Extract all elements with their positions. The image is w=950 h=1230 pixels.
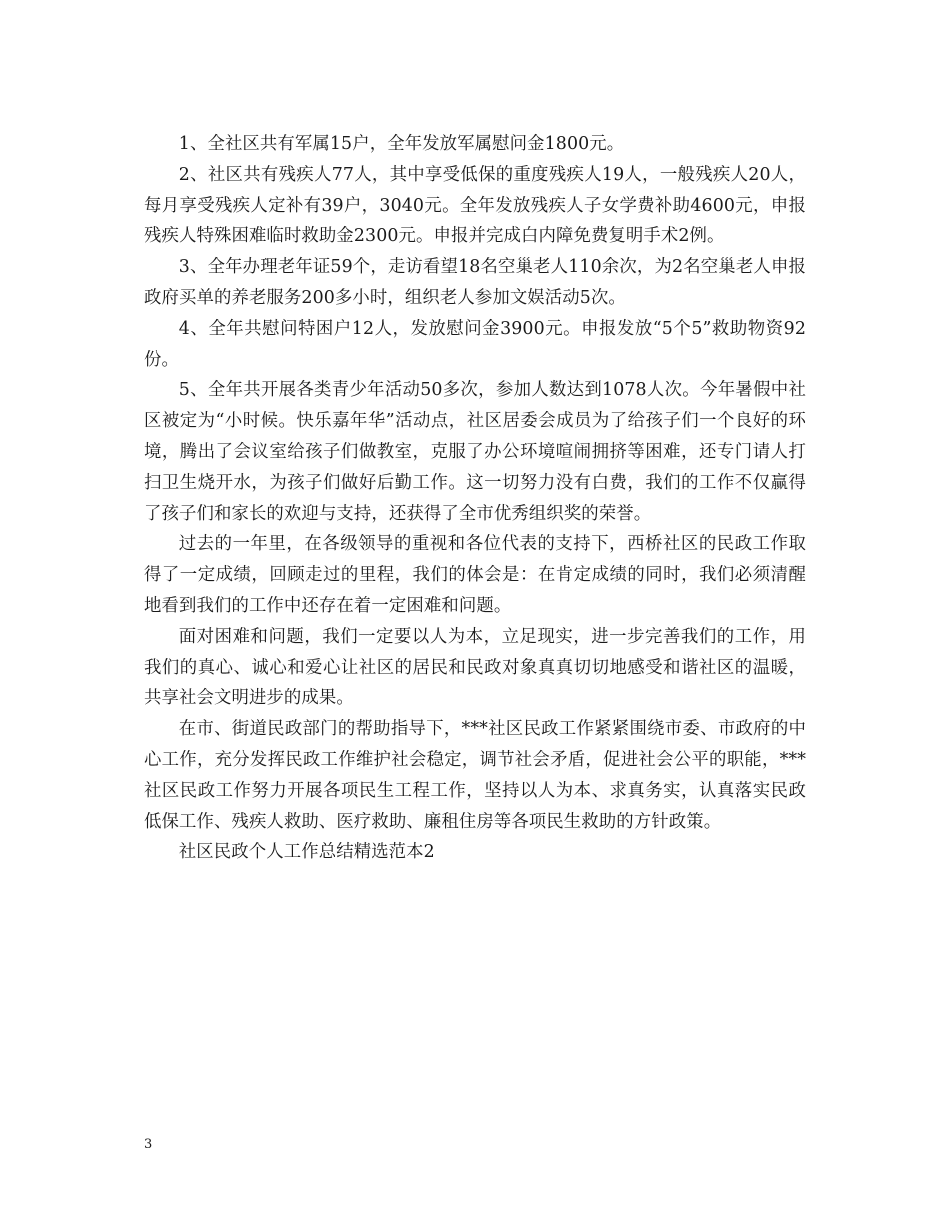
paragraph-disabled-persons: 2、社区共有残疾人77人，其中享受低保的重度残疾人19人，一般残疾人20人，每月享受残疾人定补有39户，3040元。全年发放残疾人子女学费补助4600元，申报残疾人特殊困难临时救助金2300元。申报并完成白内障免费复明手术2例。: [144, 164, 806, 247]
page-body: [144, 129, 806, 868]
paragraph-elderly: 3、全年办理老年证59个，走访看望18名空巢老人110余次，为2名空巢老人申报政府买单的养老服务200多小时，组织老人参加文娱活动5次。: [144, 257, 806, 308]
paragraph-youth-activities: 5、全年共开展各类青少年活动50多次，参加人数达到1078人次。今年暑假中社区被定为“小时候。快乐嘉年华”活动点，社区居委会成员为了给孩子们一个良好的环境，腾出了会议室给孩子们做教室，克服了办公环境喧闹拥挤等困难，还专门请人打扫卫生烧开水，为孩子们做好后勤工作。这一切努力没有白费，我们的工作不仅赢得了孩子们和家长的欢迎与支持，还获得了全市优秀组织奖的荣誉。: [144, 380, 806, 524]
paragraph-review: 过去的一年里，在各级领导的重视和各位代表的支持下，西桥社区的民政工作取得了一定成绩，回顾走过的里程，我们的体会是：在肯定成绩的同时，我们必须清醒地看到我们的工作中还存在着一定困难和问题。: [144, 534, 806, 616]
paragraph-poverty-relief: 4、全年共慰问特困户12人，发放慰问金3900元。申报发放“5个5”救助物资92份。: [144, 318, 806, 370]
page-number: 3: [144, 1137, 153, 1152]
paragraph-military-families: 1、全社区共有军属15户，全年发放军属慰问金1800元。: [178, 134, 625, 154]
paragraph-challenges: 面对困难和问题，我们一定要以人为本，立足现实，进一步完善我们的工作，用我们的真心、诚心和爱心让社区的居民和民政对象真真切切地感受和谐社区的温暖，共享社会文明进步的成果。: [144, 626, 806, 709]
section-heading: 社区民政个人工作总结精选范本2: [178, 842, 435, 863]
paragraph-guidance: 在市、街道民政部门的帮助指导下，***社区民政工作紧紧围绕市委、市政府的中心工作，充分发挥民政工作维护社会稳定，调节社会矛盾，促进社会公平的职能，***社区民政工作努力开展各项民生工程工作，坚持以人为本、求真务实，认真落实民政低保工作、残疾人救助、医疗救助、廉租住房等各项民生救助的方针政策。: [144, 719, 806, 832]
